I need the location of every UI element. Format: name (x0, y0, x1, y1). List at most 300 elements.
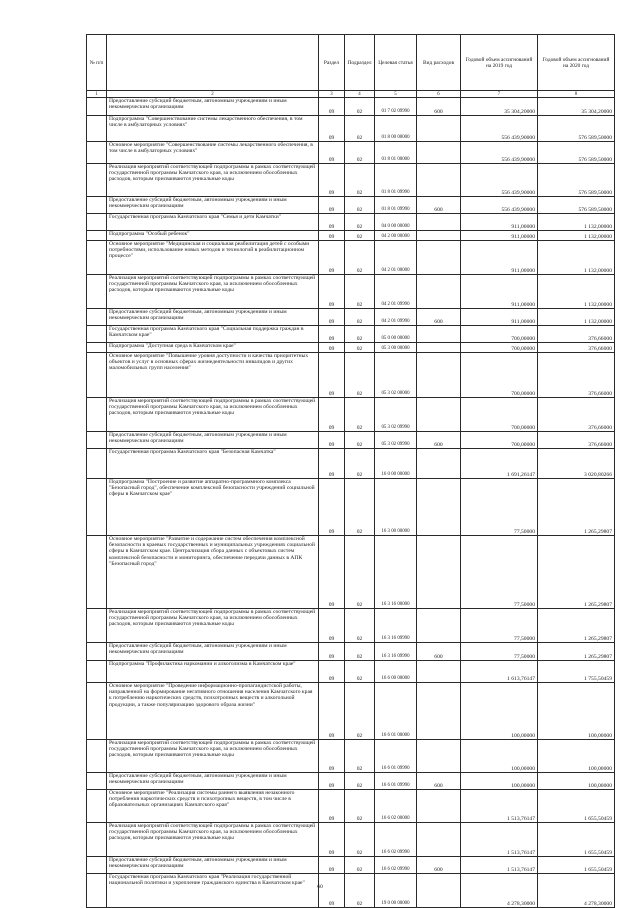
page-number: 60 (317, 884, 323, 890)
row-vol-2019-cell (461, 790, 538, 823)
row-vol-2019-cell (461, 116, 538, 142)
row-name-cell: Государственная программа Камчатского края "Безопасная Камчатка" (107, 449, 319, 479)
row-name-cell: Предоставление субсидий бюджетным, автономным учреждениям и иным некоммерческим организациям (107, 98, 319, 116)
row-index-cell (87, 740, 107, 773)
row-expense-type-cell (417, 609, 461, 643)
amount-value: 1 265,29807 (584, 635, 612, 642)
row-vol-2020-cell (538, 309, 615, 326)
row-name-cell: Реализация мероприятий соответствующей подпрограммы в рамках соответствующей государственной программы Камчатского края, за исключением обособленных расходов, которым присваиваются уникальные коды (107, 164, 319, 197)
amount-value: 376,66000 (588, 335, 612, 342)
row-section-cell: 09 (319, 164, 345, 197)
row-vol-2020-cell (538, 353, 615, 398)
row-expense-type-cell (417, 398, 461, 432)
row-vol-2020-cell (538, 142, 615, 164)
table-row (87, 479, 615, 536)
row-vol-2019-cell (461, 98, 538, 116)
row-name-cell: Предоставление субсидий бюджетным, автономным учреждениям и иным некоммерческим организациям (107, 432, 319, 449)
amount-value: 556 439,90000 (501, 189, 535, 196)
row-target-code-cell: 16 6 01 09990 (375, 740, 417, 773)
row-index-cell (87, 326, 107, 343)
row-subsection-cell: 02 (345, 740, 375, 773)
row-vol-2020-cell (538, 231, 615, 241)
budget-table (86, 34, 615, 908)
row-vol-2020-cell (538, 661, 615, 683)
amount-value: 1 132,00000 (584, 267, 612, 274)
row-subsection-cell: 02 (345, 241, 375, 275)
row-target-code-cell: 19 0 00 00000 (375, 874, 417, 908)
amount-value: 1 655,50459 (584, 815, 612, 822)
row-name-cell: Предоставление субсидий бюджетным, автономным учреждениям и иным некоммерческим организациям (107, 773, 319, 790)
amount-value: 1 265,29807 (584, 601, 612, 608)
row-expense-type-cell (417, 353, 461, 398)
row-name-cell: Подпрограмма "Профилактика наркомании и алкоголизма в Камчатском крае" (107, 661, 319, 683)
amount-value: 1 265,29807 (584, 528, 612, 535)
row-vol-2020-cell (538, 214, 615, 231)
table-row (87, 142, 615, 164)
row-vol-2019-cell (461, 449, 538, 479)
amount-value: 1 691,26147 (507, 471, 535, 478)
amount-value: 35 304,20000 (504, 108, 535, 115)
row-name-cell: Основное мероприятие "Повышение уровня доступности и качества приоритетных объектов и услуг в основных сферах жизнедеятельности инвалидов и других маломобильных групп населения" (107, 353, 319, 398)
amount-value: 376,66000 (588, 424, 612, 431)
row-vol-2020-cell (538, 536, 615, 609)
row-expense-type-cell (417, 241, 461, 275)
row-target-code-cell: 04 2 00 00000 (375, 231, 417, 241)
row-subsection-cell: 02 (345, 398, 375, 432)
column-number: 3 (319, 91, 345, 98)
row-name-cell: Предоставление субсидий бюджетным, автономным учреждениям и иным некоммерческим организациям (107, 857, 319, 874)
row-section-cell: 09 (319, 241, 345, 275)
row-subsection-cell: 02 (345, 683, 375, 740)
amount-value: 700,00000 (511, 390, 535, 397)
table-row (87, 231, 615, 241)
row-vol-2020-cell (538, 275, 615, 309)
table-header-row (87, 35, 615, 91)
row-subsection-cell: 02 (345, 536, 375, 609)
row-target-code-cell: 01 8 01 09990 (375, 197, 417, 214)
row-subsection-cell: 02 (345, 432, 375, 449)
amount-value: 556 439,90000 (501, 156, 535, 163)
table-body (87, 98, 615, 908)
row-name-cell: Реализация мероприятий соответствующей подпрограммы в рамках соответствующей государственной программы Камчатского края, за исключением обособленных расходов, которым присваиваются уникальные коды (107, 823, 319, 857)
row-expense-type-cell: 600 (417, 309, 461, 326)
row-section-cell: 09 (319, 309, 345, 326)
row-name-cell: Государственная программа Камчатского края "Семья и дети Камчатки" (107, 214, 319, 231)
row-section-cell: 09 (319, 449, 345, 479)
amount-value: 1 132,00000 (584, 223, 612, 230)
row-index-cell (87, 857, 107, 874)
row-index-cell (87, 609, 107, 643)
row-expense-type-cell: 600 (417, 98, 461, 116)
amount-value: 911,00000 (511, 233, 535, 240)
row-subsection-cell: 02 (345, 214, 375, 231)
row-index-cell (87, 116, 107, 142)
row-section-cell: 09 (319, 231, 345, 241)
row-vol-2019-cell (461, 309, 538, 326)
row-subsection-cell: 02 (345, 661, 375, 683)
header-subsection: Подраздел (345, 35, 375, 91)
row-index-cell (87, 275, 107, 309)
row-index-cell (87, 683, 107, 740)
table-row (87, 874, 615, 908)
amount-value: 1 513,76147 (507, 849, 535, 856)
row-target-code-cell: 01 8 00 00000 (375, 116, 417, 142)
row-section-cell: 09 (319, 398, 345, 432)
table-row (87, 164, 615, 197)
row-target-code-cell: 16 0 00 00000 (375, 449, 417, 479)
row-expense-type-cell (417, 343, 461, 353)
row-index-cell (87, 309, 107, 326)
row-target-code-cell: 16 3 16 09990 (375, 643, 417, 661)
row-expense-type-cell (417, 740, 461, 773)
row-section-cell: 09 (319, 683, 345, 740)
row-expense-type-cell (417, 449, 461, 479)
row-vol-2020-cell (538, 116, 615, 142)
row-name-cell: Предоставление субсидий бюджетным, автономным учреждениям и иным некоммерческим организациям (107, 643, 319, 661)
amount-value: 1 613,76147 (507, 675, 535, 682)
row-vol-2020-cell (538, 479, 615, 536)
amount-value: 700,00000 (511, 441, 535, 448)
column-number: 2 (107, 91, 319, 98)
header-section: Раздел (319, 35, 345, 91)
row-subsection-cell: 02 (345, 857, 375, 874)
amount-value: 700,00000 (511, 345, 535, 352)
header-num: № п/п (87, 35, 107, 91)
row-index-cell (87, 661, 107, 683)
row-subsection-cell: 02 (345, 197, 375, 214)
row-target-code-cell: 05 0 00 00000 (375, 326, 417, 343)
row-section-cell: 09 (319, 343, 345, 353)
row-name-cell: Основное мероприятие "Совершенствование системы лекарственного обеспечения, в том числе в амбулаторных условиях" (107, 142, 319, 164)
amount-value: 911,00000 (511, 223, 535, 230)
row-name-cell: Предоставление субсидий бюджетным, автономным учреждениям и иным некоммерческим организациям (107, 197, 319, 214)
amount-value: 100,00000 (588, 782, 612, 789)
row-index-cell (87, 432, 107, 449)
row-index-cell (87, 823, 107, 857)
row-index-cell (87, 643, 107, 661)
amount-value: 1 513,76147 (507, 866, 535, 873)
table-row (87, 857, 615, 874)
row-vol-2019-cell (461, 275, 538, 309)
row-expense-type-cell: 600 (417, 857, 461, 874)
amount-value: 1 265,29807 (584, 653, 612, 660)
table-row (87, 740, 615, 773)
row-vol-2019-cell (461, 683, 538, 740)
row-index-cell (87, 197, 107, 214)
column-number-row (87, 91, 615, 98)
header-vol-2020: Годовой объем ассигнований на 2020 год (538, 35, 615, 91)
row-vol-2019-cell (461, 326, 538, 343)
row-subsection-cell: 02 (345, 116, 375, 142)
amount-value: 376,66000 (588, 345, 612, 352)
row-section-cell: 09 (319, 643, 345, 661)
row-vol-2019-cell (461, 214, 538, 231)
row-expense-type-cell: 600 (417, 432, 461, 449)
amount-value: 77,50000 (514, 635, 535, 642)
budget-table-sheet (86, 34, 614, 908)
row-vol-2020-cell (538, 343, 615, 353)
row-index-cell (87, 98, 107, 116)
row-target-code-cell: 01 8 01 00000 (375, 142, 417, 164)
row-section-cell: 09 (319, 790, 345, 823)
row-vol-2020-cell (538, 197, 615, 214)
row-section-cell: 09 (319, 773, 345, 790)
row-target-code-cell: 04 2 01 00000 (375, 241, 417, 275)
row-subsection-cell: 02 (345, 98, 375, 116)
table-row (87, 773, 615, 790)
row-section-cell: 09 (319, 432, 345, 449)
row-name-cell: Реализация мероприятий соответствующей подпрограммы в рамках соответствующей государственной программы Камчатского края, за исключением обособленных расходов, которым присваиваются уникальные коды (107, 398, 319, 432)
column-number: 7 (461, 91, 538, 98)
row-subsection-cell: 02 (345, 164, 375, 197)
row-target-code-cell: 05 3 02 09990 (375, 398, 417, 432)
amount-value: 576 589,50000 (578, 134, 612, 141)
row-name-cell: Подпрограмма "Совершенствование системы лекарственного обеспечения, в том числе в амбулаторных условиях" (107, 116, 319, 142)
row-target-code-cell: 16 6 02 09990 (375, 823, 417, 857)
row-vol-2020-cell (538, 683, 615, 740)
row-vol-2020-cell (538, 241, 615, 275)
row-target-code-cell: 01 7 02 09990 (375, 98, 417, 116)
row-name-cell: Реализация мероприятий соответствующей подпрограммы в рамках соответствующей государственной программы Камчатского края, за исключением обособленных расходов, которым присваиваются уникальные коды (107, 275, 319, 309)
row-vol-2019-cell (461, 398, 538, 432)
table-row (87, 398, 615, 432)
row-expense-type-cell (417, 231, 461, 241)
row-index-cell (87, 164, 107, 197)
amount-value: 77,50000 (514, 528, 535, 535)
row-subsection-cell: 02 (345, 609, 375, 643)
row-name-cell: Подпрограмма "Доступная среда в Камчатском крае" (107, 343, 319, 353)
amount-value: 700,00000 (511, 335, 535, 342)
row-subsection-cell: 02 (345, 343, 375, 353)
row-vol-2020-cell (538, 773, 615, 790)
row-vol-2019-cell (461, 479, 538, 536)
table-row (87, 197, 615, 214)
row-vol-2019-cell (461, 241, 538, 275)
row-name-cell: Государственная программа Камчатского края "Реализация государственной национальной политики и укрепление гражданского единства в Камчатском крае" (107, 874, 319, 908)
row-index-cell (87, 479, 107, 536)
row-expense-type-cell (417, 874, 461, 908)
row-vol-2019-cell (461, 740, 538, 773)
table-row (87, 98, 615, 116)
row-vol-2019-cell (461, 536, 538, 609)
row-target-code-cell: 05 3 02 00000 (375, 353, 417, 398)
row-name-cell: Основное мероприятие "Развитие и содержание систем обеспечения комплексной безопасности в краевых государственных и муниципальных учреждениях социальной сферы в Камчатском крае. Централизация сбора данных с объектовых систем комплексной безопасности и мониторинга, обеспечение передачи данных в АПК "Безопасный город" (107, 536, 319, 609)
header-expense-type: Вид расходов (417, 35, 461, 91)
row-vol-2019-cell (461, 231, 538, 241)
row-vol-2020-cell (538, 449, 615, 479)
row-expense-type-cell (417, 479, 461, 536)
row-index-cell (87, 398, 107, 432)
row-section-cell: 09 (319, 142, 345, 164)
row-vol-2020-cell (538, 857, 615, 874)
table-row (87, 661, 615, 683)
table-row (87, 432, 615, 449)
row-index-cell (87, 536, 107, 609)
row-vol-2020-cell (538, 823, 615, 857)
row-subsection-cell: 02 (345, 874, 375, 908)
table-row (87, 643, 615, 661)
row-target-code-cell: 05 3 02 09990 (375, 432, 417, 449)
table-row (87, 790, 615, 823)
column-number: 8 (538, 91, 615, 98)
row-subsection-cell: 02 (345, 449, 375, 479)
row-subsection-cell: 02 (345, 231, 375, 241)
table-row (87, 241, 615, 275)
row-index-cell (87, 214, 107, 231)
amount-value: 4 278,30000 (584, 900, 612, 907)
amount-value: 1 655,50459 (584, 849, 612, 856)
table-row (87, 536, 615, 609)
row-section-cell: 09 (319, 197, 345, 214)
row-expense-type-cell (417, 326, 461, 343)
row-target-code-cell: 04 2 01 09990 (375, 275, 417, 309)
amount-value: 576 589,50000 (578, 156, 612, 163)
row-section-cell: 09 (319, 353, 345, 398)
amount-value: 100,00000 (511, 732, 535, 739)
amount-value: 1 132,00000 (584, 301, 612, 308)
row-target-code-cell: 04 0 00 00000 (375, 214, 417, 231)
row-vol-2019-cell (461, 353, 538, 398)
row-index-cell (87, 142, 107, 164)
row-name-cell: Реализация мероприятий соответствующей подпрограммы в рамках соответствующей государственной программы Камчатского края, за исключением обособленных расходов, которым присваиваются уникальные коды (107, 740, 319, 773)
amount-value: 911,00000 (511, 301, 535, 308)
row-vol-2019-cell (461, 197, 538, 214)
row-expense-type-cell (417, 790, 461, 823)
table-row (87, 353, 615, 398)
row-vol-2019-cell (461, 874, 538, 908)
header-target: Целевая статья (375, 35, 417, 91)
row-expense-type-cell (417, 275, 461, 309)
amount-value: 100,00000 (588, 732, 612, 739)
row-index-cell (87, 773, 107, 790)
amount-value: 700,00000 (511, 424, 535, 431)
row-target-code-cell: 01 8 01 09990 (375, 164, 417, 197)
row-vol-2019-cell (461, 164, 538, 197)
column-number: 6 (417, 91, 461, 98)
row-index-cell (87, 241, 107, 275)
row-subsection-cell: 02 (345, 643, 375, 661)
table-row (87, 309, 615, 326)
amount-value: 35 304,20000 (581, 108, 612, 115)
column-number: 4 (345, 91, 375, 98)
row-expense-type-cell (417, 536, 461, 609)
table-row (87, 326, 615, 343)
row-subsection-cell: 02 (345, 309, 375, 326)
row-subsection-cell: 02 (345, 790, 375, 823)
row-subsection-cell: 02 (345, 773, 375, 790)
row-name-cell: Реализация мероприятий соответствующей подпрограммы в рамках соответствующей государственной программы Камчатского края, за исключением обособленных расходов, которым присваиваются уникальные коды (107, 609, 319, 643)
row-expense-type-cell: 600 (417, 197, 461, 214)
row-vol-2019-cell (461, 609, 538, 643)
table-row (87, 116, 615, 142)
row-subsection-cell: 02 (345, 823, 375, 857)
row-vol-2019-cell (461, 857, 538, 874)
amount-value: 576 589,50000 (578, 189, 612, 196)
row-expense-type-cell (417, 116, 461, 142)
amount-value: 77,50000 (514, 653, 535, 660)
header-vol-2019: Годовой объем ассигнований на 2019 год (461, 35, 538, 91)
row-expense-type-cell (417, 142, 461, 164)
amount-value: 1 513,76147 (507, 815, 535, 822)
amount-value: 376,66000 (588, 390, 612, 397)
row-expense-type-cell (417, 214, 461, 231)
row-index-cell (87, 343, 107, 353)
table-row (87, 823, 615, 857)
row-section-cell: 09 (319, 857, 345, 874)
row-section-cell: 09 (319, 740, 345, 773)
table-row (87, 214, 615, 231)
row-section-cell: 09 (319, 479, 345, 536)
amount-value: 100,00000 (511, 782, 535, 789)
row-index-cell (87, 874, 107, 908)
row-index-cell (87, 231, 107, 241)
row-name-cell: Основное мероприятие "Реализация системы раннего выявления незаконного потребления наркотических средств и психотропных веществ, в том числе в образовательных организациях Камчатского края" (107, 790, 319, 823)
amount-value: 911,00000 (511, 318, 535, 325)
column-number: 1 (87, 91, 107, 98)
row-subsection-cell: 02 (345, 353, 375, 398)
column-number: 5 (375, 91, 417, 98)
row-vol-2020-cell (538, 398, 615, 432)
table-row (87, 609, 615, 643)
row-section-cell: 09 (319, 214, 345, 231)
row-name-cell: Подпрограмма "Особый ребенок" (107, 231, 319, 241)
row-vol-2020-cell (538, 643, 615, 661)
row-vol-2019-cell (461, 773, 538, 790)
row-vol-2020-cell (538, 326, 615, 343)
row-target-code-cell: 16 6 01 09990 (375, 773, 417, 790)
row-name-cell: Подпрограмма "Построение и развитие аппаратно-программного комплекса "Безопасный город", обеспечение комплексной безопасности учреждений социальной сферы в Камчатском крае" (107, 479, 319, 536)
row-vol-2020-cell (538, 740, 615, 773)
row-vol-2019-cell (461, 432, 538, 449)
row-subsection-cell: 02 (345, 142, 375, 164)
row-vol-2020-cell (538, 164, 615, 197)
row-name-cell: Государственная программа Камчатского края "Социальная поддержка граждан в Камчатском крае" (107, 326, 319, 343)
row-vol-2019-cell (461, 643, 538, 661)
row-vol-2020-cell (538, 98, 615, 116)
row-name-cell: Основное мероприятие "Проведение информационно-пропагандистской работы, направленной на формирование негативного отношения населения Камчатского края к потреблению наркотических средств, психотропных веществ и алкогольной продукции, а также популяризацию здорового образа жизни" (107, 683, 319, 740)
row-target-code-cell: 04 2 01 09990 (375, 309, 417, 326)
row-section-cell: 09 (319, 874, 345, 908)
row-section-cell: 09 (319, 823, 345, 857)
row-expense-type-cell: 600 (417, 773, 461, 790)
row-section-cell: 09 (319, 536, 345, 609)
row-target-code-cell: 16 3 16 09990 (375, 609, 417, 643)
row-vol-2019-cell (461, 142, 538, 164)
row-name-cell: Основное мероприятие "Медицинская и социальная реабилитация детей с особыми потребностями, использование новых методов и технологий в реабилитационном процессе" (107, 241, 319, 275)
header-name (107, 35, 319, 91)
row-index-cell (87, 353, 107, 398)
row-section-cell: 09 (319, 116, 345, 142)
amount-value: 77,50000 (514, 601, 535, 608)
amount-value: 376,66000 (588, 441, 612, 448)
amount-value: 556 439,90000 (501, 134, 535, 141)
table-row (87, 683, 615, 740)
row-expense-type-cell (417, 164, 461, 197)
row-target-code-cell: 16 6 02 09990 (375, 857, 417, 874)
row-target-code-cell: 16 3 16 00000 (375, 536, 417, 609)
row-subsection-cell: 02 (345, 275, 375, 309)
row-target-code-cell: 05 3 00 00000 (375, 343, 417, 353)
row-vol-2019-cell (461, 823, 538, 857)
row-index-cell (87, 790, 107, 823)
row-vol-2020-cell (538, 790, 615, 823)
row-name-cell: Предоставление субсидий бюджетным, автономным учреждениям и иным некоммерческим организациям (107, 309, 319, 326)
row-target-code-cell: 16 6 02 00000 (375, 790, 417, 823)
amount-value: 576 589,50000 (578, 206, 612, 213)
row-section-cell: 09 (319, 275, 345, 309)
row-subsection-cell: 02 (345, 479, 375, 536)
row-target-code-cell: 16 6 01 00000 (375, 683, 417, 740)
